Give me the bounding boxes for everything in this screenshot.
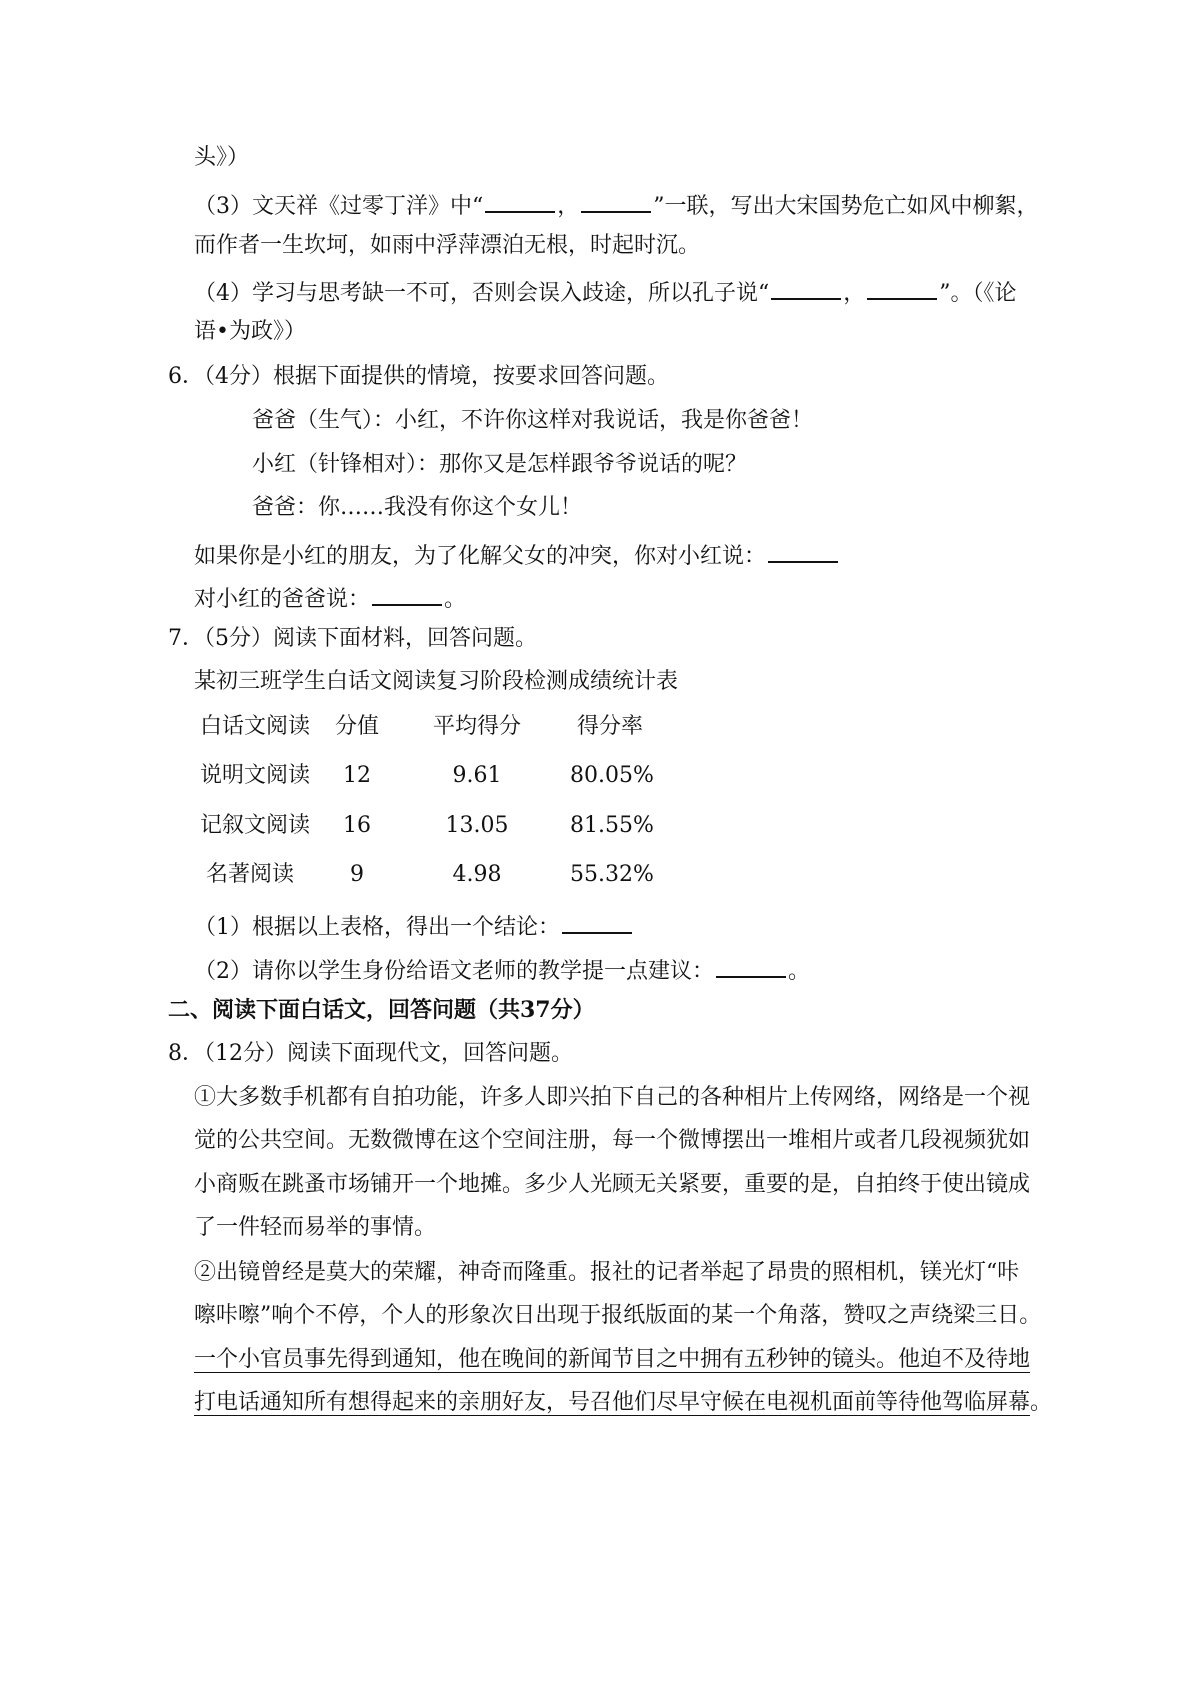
q6-ask1-text: 如果你是小红的朋友，为了化解父女的冲突，你对小红说： xyxy=(194,544,767,569)
answer-blank[interactable] xyxy=(581,191,651,213)
table-header-cell: 平均得分 xyxy=(432,714,521,739)
q5-item4-sep: ， xyxy=(843,281,866,306)
q8-para2-underlined-line: 一个小官员事先得到通知，他在晚间的新闻节目之中拥有五秒钟的镜头。他迫不及待地 xyxy=(194,1347,1031,1372)
q8-para1-line: 觉的公共空间。无数微博在这个空间注册，每一个微博摆出一堆相片或者几段视频犹如 xyxy=(194,1128,1031,1153)
q7-sub1-text: （1）根据以上表格，得出一个结论： xyxy=(194,915,560,940)
q6-ask2-end: 。 xyxy=(444,587,467,612)
table-cell: 80.05% xyxy=(570,763,654,788)
q6-ask2-text: 对小红的爸爸说： xyxy=(194,587,371,612)
q7-sub2-text: （2）请你以学生身份给语文老师的教学提一点建议： xyxy=(194,959,714,984)
table-cell: 12 xyxy=(343,763,371,788)
table-cell: 记叙文阅读 xyxy=(200,813,311,838)
q8-para2-end: 。 xyxy=(1030,1390,1053,1415)
q8-para1-line: ①大多数手机都有自拍功能，许多人即兴拍下自己的各种相片上传网络，网络是一个视 xyxy=(194,1085,1031,1110)
q7-table-title: 某初三班学生白话文阅读复习阶段检测成绩统计表 xyxy=(194,669,679,694)
q5-item4-line2: 语•为政》） xyxy=(194,319,306,344)
q5-tail: 头》） xyxy=(194,145,250,170)
q6-dialog-line: 爸爸：你……我没有你这个女儿！ xyxy=(252,495,583,520)
q7-sub2-end: 。 xyxy=(788,959,811,984)
table-header-cell: 得分率 xyxy=(576,714,643,739)
q5-item4-suffix: ”。（《论 xyxy=(939,281,1017,306)
table-header-cell: 白话文阅读 xyxy=(200,714,311,739)
table-cell: 16 xyxy=(343,813,371,838)
answer-blank[interactable] xyxy=(716,956,786,978)
q7-sub2 xyxy=(194,956,810,983)
table-cell: 81.55% xyxy=(570,813,654,838)
answer-blank[interactable] xyxy=(485,191,555,213)
table-cell: 说明文阅读 xyxy=(200,763,311,788)
answer-blank[interactable] xyxy=(768,541,838,563)
q8-para2-line: ②出镜曾经是莫大的荣耀，神奇而隆重。报社的记者举起了昂贵的照相机，镁光灯“咔 xyxy=(194,1260,1020,1285)
q6-dialog-line: 爸爸（生气）：小红，不许你这样对我说话，我是你爸爸！ xyxy=(252,408,814,433)
q5-item3-line1 xyxy=(194,191,1039,218)
q6-ask1 xyxy=(194,541,840,568)
table-cell: 4.98 xyxy=(452,862,502,887)
q7-sub1 xyxy=(194,912,634,939)
q8-heading: 8．（12分）阅读下面现代文，回答问题。 xyxy=(168,1041,573,1066)
q8-para2-line: 嚓咔嚓”响个不停，个人的形象次日出现于报纸版面的某一个角落，赞叹之声绕梁三日。 xyxy=(194,1303,1042,1328)
q8-para1-line: 了一件轻而易举的事情。 xyxy=(194,1215,437,1240)
q5-item3-prefix: （3）文天祥《过零丁洋》中“ xyxy=(194,194,484,219)
section-title: 二、阅读下面白话文，回答问题（共37分） xyxy=(168,997,595,1023)
answer-blank[interactable] xyxy=(372,584,442,606)
q8-para2-last-line xyxy=(194,1392,1052,1414)
answer-blank[interactable] xyxy=(867,278,937,300)
q6-heading: 6．（4分）根据下面提供的情境，按要求回答问题。 xyxy=(168,364,669,389)
q5-item3-suffix: ”一联，写出大宋国势危亡如风中柳絮， xyxy=(653,194,1039,219)
table-cell: 9.61 xyxy=(452,763,502,788)
table-cell: 13.05 xyxy=(445,813,509,838)
q6-ask2 xyxy=(194,584,466,611)
q5-item4-line1 xyxy=(194,278,1017,305)
q5-item4-prefix: （4）学习与思考缺一不可，否则会误入歧途，所以孔子说“ xyxy=(194,281,770,306)
q5-item3-line2: 而作者一生坎坷，如雨中浮萍漂泊无根，时起时沉。 xyxy=(194,233,701,258)
q5-item3-sep: ， xyxy=(557,194,580,219)
table-cell: 名著阅读 xyxy=(205,862,294,887)
q7-heading: 7．（5分）阅读下面材料，回答问题。 xyxy=(168,626,537,651)
answer-blank[interactable] xyxy=(771,278,841,300)
answer-blank[interactable] xyxy=(562,912,632,934)
table-cell: 55.32% xyxy=(570,862,654,887)
table-cell: 9 xyxy=(350,862,364,887)
q8-para2-underlined-text: 打电话通知所有想得起来的亲朋好友，号召他们尽早守候在电视机面前等待他驾临屏幕 xyxy=(194,1390,1031,1415)
table-header-cell: 分值 xyxy=(334,714,379,739)
q8-para1-line: 小商贩在跳蚤市场铺开一个地摊。多少人光顾无关紧要，重要的是，自拍终于使出镜成 xyxy=(194,1172,1031,1197)
q6-dialog-line: 小红（针锋相对）：那你又是怎样跟爷爷说话的呢？ xyxy=(252,452,748,477)
